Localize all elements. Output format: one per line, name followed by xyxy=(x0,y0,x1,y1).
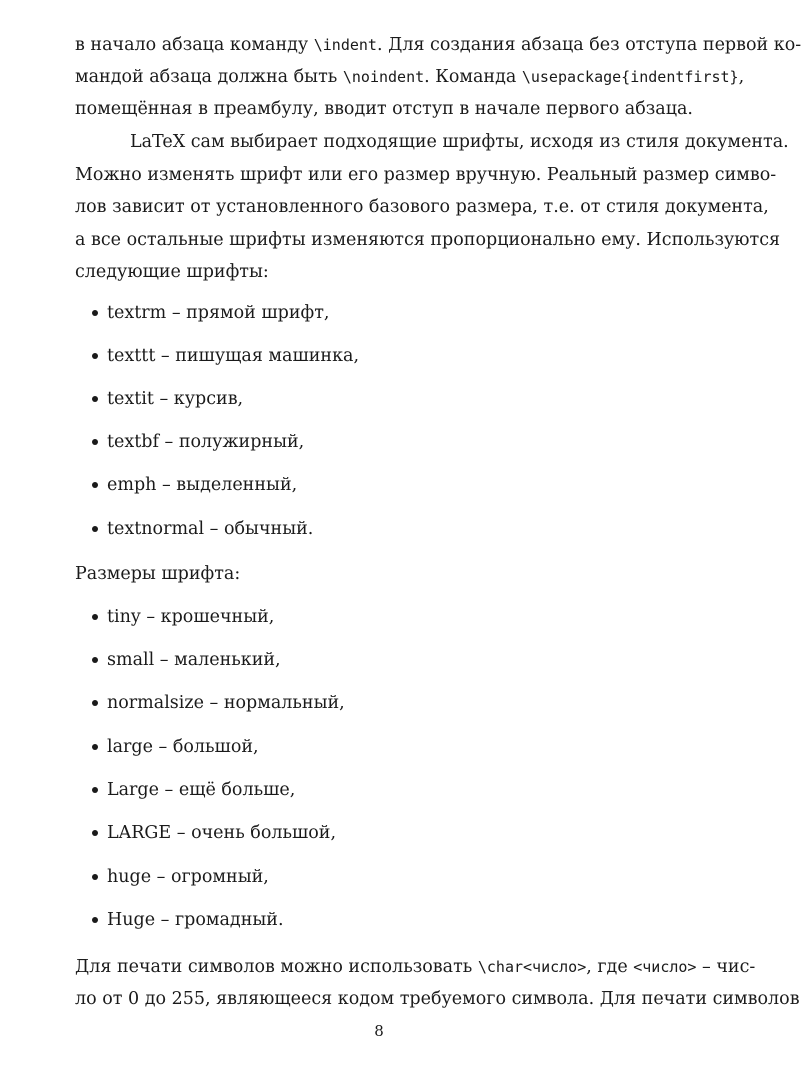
bullet-icon xyxy=(92,614,98,620)
bullet-icon xyxy=(92,353,98,359)
bullet-icon xyxy=(92,700,98,706)
paragraph-line: Можно изменять шрифт или его размер вручную. Реальный размер симво- xyxy=(75,165,777,185)
bullet-icon xyxy=(92,482,98,488)
bullet-icon xyxy=(92,787,98,793)
paragraph-line: следующие шрифты: xyxy=(75,262,269,282)
paragraph-line: ло от 0 до 255, являющееся кодом требуемого символа. Для печати символов xyxy=(75,989,800,1009)
bullet-icon xyxy=(92,874,98,880)
paragraph-line: в начало абзаца команду \indent. Для создания абзаца без отступа первой ко- xyxy=(75,35,801,55)
latex-logo: LaTeX xyxy=(130,132,186,152)
bullet-icon xyxy=(92,439,98,445)
code-usepackage: \usepackage{indentfirst} xyxy=(521,68,739,86)
list-item: Large – ещё больше, xyxy=(92,779,295,801)
bullet-icon xyxy=(92,310,98,316)
bullet-icon xyxy=(92,526,98,532)
paragraph-line: Для печати символов можно использовать \char<число>, где <число> – чис- xyxy=(75,957,756,977)
list-item: texttt – пишущая машинка, xyxy=(92,345,359,367)
bullet-icon xyxy=(92,917,98,923)
code-char: \char<число> xyxy=(477,958,587,976)
page-number: 8 xyxy=(374,1022,384,1040)
list-item: textbf – полужирный, xyxy=(92,431,304,453)
list-item: LARGE – очень большой, xyxy=(92,822,336,844)
list-item: emph – выделенный, xyxy=(92,474,297,496)
paragraph-line: лов зависит от установленного базового размера, т.е. от стиля документа, xyxy=(75,197,769,217)
list-item: Huge – громадный. xyxy=(92,909,284,931)
paragraph-line: мандой абзаца должна быть \noindent. Команда \usepackage{indentfirst}, xyxy=(75,67,745,87)
list-item: textit – курсив, xyxy=(92,388,243,410)
code-noindent: \noindent xyxy=(342,68,425,86)
list-item: tiny – крошечный, xyxy=(92,606,274,628)
code-number: <число> xyxy=(633,958,697,976)
list-item: textrm – прямой шрифт, xyxy=(92,302,329,324)
list-item: huge – огромный, xyxy=(92,866,269,888)
list-item: textnormal – обычный. xyxy=(92,518,313,540)
code-indent: \indent xyxy=(313,36,377,54)
bullet-icon xyxy=(92,744,98,750)
section-heading: Размеры шрифта: xyxy=(75,564,241,584)
paragraph-line: а все остальные шрифты изменяются пропорционально ему. Используются xyxy=(75,230,781,250)
bullet-icon xyxy=(92,396,98,402)
list-item: large – большой, xyxy=(92,736,259,758)
paragraph-line: LaTeX сам выбирает подходящие шрифты, исходя из стиля документа. xyxy=(130,132,789,152)
bullet-icon xyxy=(92,830,98,836)
list-item: normalsize – нормальный, xyxy=(92,692,345,714)
list-item: small – маленький, xyxy=(92,649,281,671)
paragraph-line: помещённая в преамбулу, вводит отступ в начале первого абзаца. xyxy=(75,99,693,119)
bullet-icon xyxy=(92,657,98,663)
